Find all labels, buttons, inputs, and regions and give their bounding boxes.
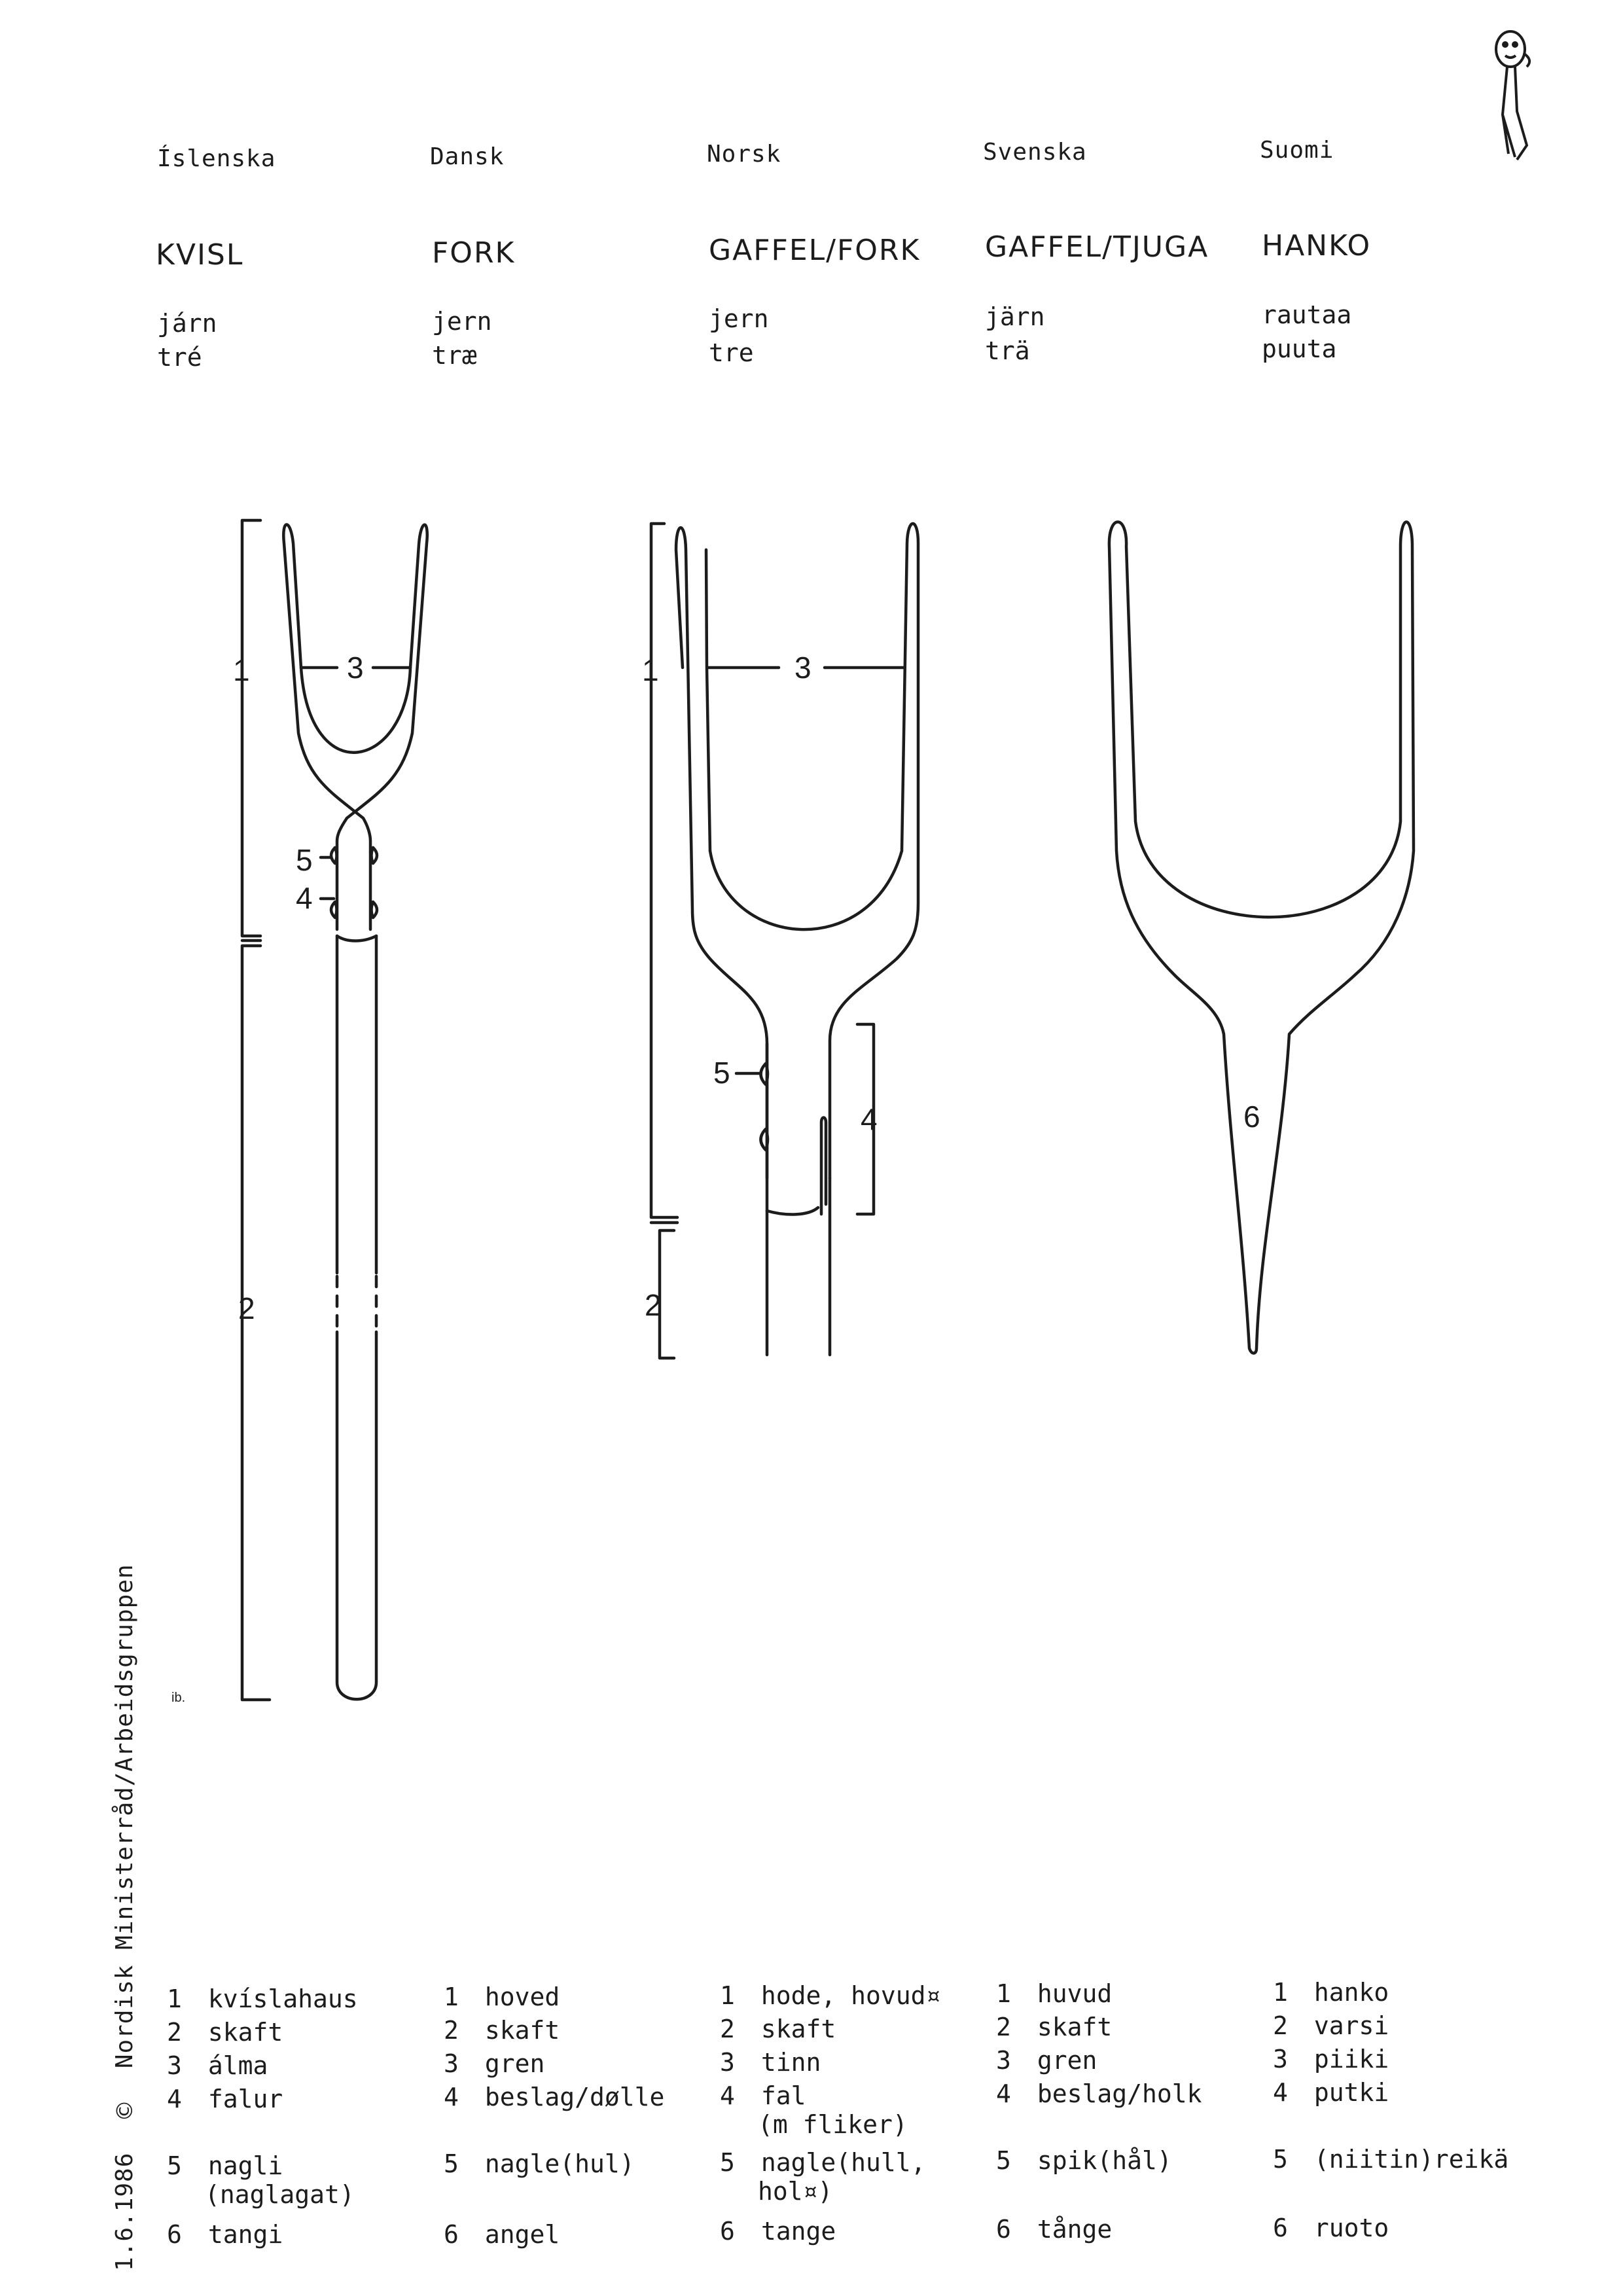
part-6: 6 tangi [167,2220,283,2249]
fork2-head-outline [676,524,918,1178]
fork1-nail-upper-left [331,848,337,863]
part-5: 5 (niitin)reikä [1273,2145,1509,2174]
fork1-label-head: 1 [233,653,250,687]
part-1: 1 hode, hovud¤ [720,1981,941,2010]
language-swedish: Svenska [983,139,1087,166]
part-1: 1 hanko [1273,1978,1389,2007]
fork1-nail-lower-left [331,902,337,918]
fork1-nail-upper-right [372,848,378,863]
part-3: 3 gren [996,2046,1097,2075]
fork2-inner-curve [706,550,710,851]
fork2-label-tine: 3 [794,651,812,685]
term-norwegian: GAFFEL/FORK [709,234,921,267]
part-2: 2 skaft [167,2018,283,2047]
fork1-nail-lower-right [372,902,378,918]
footer-date: 1.6.1986 [111,2152,138,2271]
material-metal: rautaa [1262,300,1352,329]
fork2-ferrule-flap [821,1118,826,1215]
fork1-label-nail: 5 [296,843,313,877]
fork1-shaft-break [337,1276,376,1332]
fork1-bracket-head [242,520,260,941]
material-metal: järn [985,302,1045,331]
material-wood: tre [709,338,754,367]
footer-publisher: Nordisk Ministerråd/Arbeidsgruppen [111,1564,138,2069]
part-4: 4 fal (m fliker) [720,2081,908,2139]
fork1-head-outline [283,525,427,853]
fork1-label-ferrule: 4 [296,881,313,915]
fork1-ferrule-line [337,852,370,929]
fork2-label-ferrule: 4 [861,1102,878,1136]
part-1: 1 huvud [996,1979,1113,2008]
copyright-icon: © [112,2098,138,2122]
part-4: 4 beslag/dølle [444,2083,665,2111]
part-5: 5 nagle(hul) [444,2149,635,2178]
material-wood: trä [985,336,1030,365]
part-3: 3 álma [167,2051,268,2080]
language-danish: Dansk [430,143,505,170]
part-1: 1 kvíslahaus [167,1984,358,2013]
part-4: 4 falur [167,2085,283,2113]
fork-with-handle [242,520,427,1700]
material-metal: jern [709,304,769,333]
fork1-label-shaft: 2 [238,1291,255,1325]
term-swedish: GAFFEL/TJUGA [985,230,1209,264]
part-2: 2 skaft [444,2016,560,2045]
vertical-footer [111,1564,138,2271]
part-6: 6 tange [720,2217,836,2246]
part-3: 3 piiki [1273,2045,1389,2073]
term-finnish: HANKO [1262,229,1372,262]
part-6: 6 tånge [996,2215,1113,2244]
part-5: 5 nagli (naglagat) [167,2151,355,2209]
fork2-bracket-head [651,524,677,1223]
part-2: 2 varsi [1273,2011,1389,2040]
fork2-nail-upper [761,1064,768,1085]
part-5: 5 spik(hål) [996,2146,1172,2175]
fork1-ferrule-end [337,936,376,941]
fork3-label-tang: 6 [1243,1100,1260,1134]
fork-with-ferrule [651,524,918,1358]
fork1-label-tine: 3 [347,651,364,685]
part-4: 4 beslag/holk [996,2079,1202,2108]
part-3: 3 gren [444,2049,545,2078]
fork2-label-shaft: 2 [645,1288,662,1322]
material-wood: tré [157,343,202,372]
language-icelandic: Íslenska [157,145,276,172]
part-6: 6 angel [444,2220,560,2249]
material-metal: jern [432,307,492,336]
language-norwegian: Norsk [707,141,781,168]
part-3: 3 tinn [720,2048,821,2077]
part-5: 5 nagle(hull, hol¤) [720,2148,926,2206]
part-4: 4 putki [1273,2078,1389,2107]
material-wood: puuta [1262,334,1337,363]
material-wood: træ [432,341,477,370]
illustrator-signature: ib. [171,1691,186,1705]
fork2-label-head: 1 [642,653,659,687]
fork3-outline [1109,522,1414,1354]
part-6: 6 ruoto [1273,2214,1389,2242]
stick-figure-logo [1496,31,1529,160]
language-finnish: Suomi [1260,137,1334,164]
part-2: 2 skaft [720,2015,836,2043]
term-danish: FORK [432,236,516,270]
fork1-shaft [337,936,376,1699]
fork2-label-nail: 5 [713,1056,730,1090]
fork2-nail-lower [761,1129,768,1150]
fork2-bracket-shaft [660,1230,674,1358]
part-2: 2 skaft [996,2013,1113,2041]
fork-with-tang [1109,522,1414,1354]
material-metal: járn [157,309,217,338]
part-1: 1 hoved [444,1982,560,2011]
fork2-ferrule-end [767,1208,818,1214]
term-icelandic: KVISL [156,238,244,272]
